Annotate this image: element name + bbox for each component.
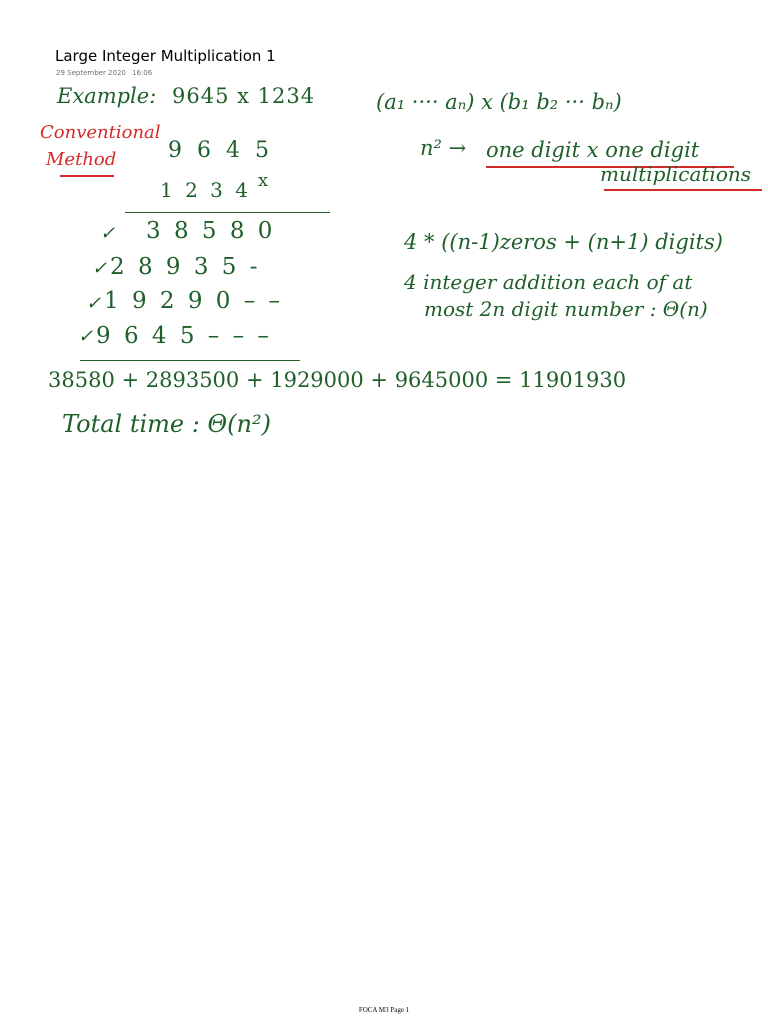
sum-line: 38580 + 2893500 + 1929000 + 9645000 = 11901930 <box>48 368 627 392</box>
page-title: Large Integer Multiplication 1 <box>55 47 276 65</box>
partial-check-2: ✓ <box>92 258 108 279</box>
product-rule <box>125 212 330 213</box>
zeros-line: 4 * ((n-1)zeros + (n+1) digits) <box>404 230 723 254</box>
one-digit-text: one digit x one digit <box>486 138 700 162</box>
page-time: 16:06 <box>132 69 153 77</box>
partial-product-1: 3 8 5 8 0 <box>146 218 276 244</box>
multiplier: 1 2 3 4 <box>160 178 251 202</box>
multiplications-underline <box>604 189 762 191</box>
method-label-line2: Method <box>46 149 117 170</box>
sum-rule <box>80 360 300 361</box>
example-label: Example: <box>57 84 157 108</box>
n-squared-arrow: n² → <box>420 136 467 160</box>
partial-product-2: 2 8 9 3 5 - <box>110 254 261 280</box>
partial-check-1: ✓ <box>100 223 116 244</box>
method-label-line1: Conventional <box>40 122 161 143</box>
addition-line-1: 4 integer addition each of at <box>404 270 693 294</box>
partial-check-4: ✓ <box>78 326 94 347</box>
partial-check-3: ✓ <box>86 293 102 314</box>
partial-product-4: 9 6 4 5 – – – <box>96 323 272 349</box>
partial-product-3: 1 9 2 9 0 – – <box>104 288 284 314</box>
total-time: Total time : Θ(n²) <box>62 410 271 438</box>
multiplicand: 9 6 4 5 <box>168 138 273 163</box>
multiplications-text: multiplications <box>600 162 752 186</box>
method-underline <box>60 175 114 177</box>
times-sign: x <box>258 170 269 191</box>
page-footer: FOCA M3 Page 1 <box>358 1006 410 1014</box>
general-form: (a₁ ···· aₙ) x (b₁ b₂ ··· bₙ) <box>376 90 622 114</box>
addition-line-2: most 2n digit number : Θ(n) <box>424 297 708 321</box>
page-date: 29 September 2020 <box>56 69 126 77</box>
example-expression: 9645 x 1234 <box>172 84 316 108</box>
